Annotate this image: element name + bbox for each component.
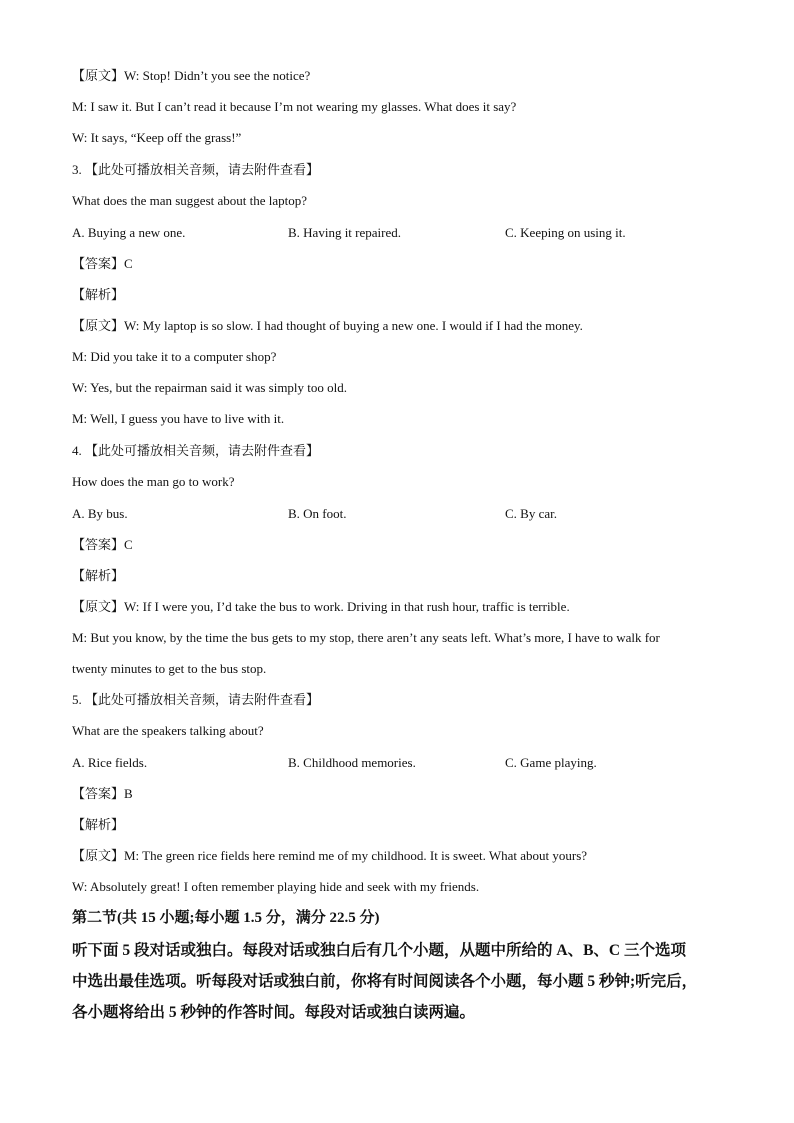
analysis-label: 【解析】 [72, 287, 125, 302]
transcript-line: 【原文】W: My laptop is so slow. I had thought of buying a new one. I would if I had the money. [72, 318, 583, 333]
question-audio-note: 5. 【此处可播放相关音频，请去附件查看】 [72, 692, 320, 707]
transcript-line: 【原文】W: Stop! Didn’t you see the notice? [72, 68, 311, 83]
option-c: C. By car. [505, 506, 557, 521]
transcript-line: M: Did you take it to a computer shop? [72, 349, 277, 364]
question-text: What does the man suggest about the laptop? [72, 193, 308, 208]
section-instructions-line: 中选出最佳选项。听每段对话或独白前，你将有时间阅读各个小题，每小题 5 秒钟;听完后， [72, 973, 698, 990]
option-c: C. Game playing. [505, 755, 597, 770]
question-audio-note: 4. 【此处可播放相关音频，请去附件查看】 [72, 443, 320, 458]
answer-label: 【答案】B [72, 786, 133, 801]
option-c: C. Keeping on using it. [505, 225, 626, 240]
option-b: B. On foot. [288, 506, 347, 521]
transcript-line: W: It says, “Keep off the grass!” [72, 130, 242, 145]
section-instructions-line: 各小题将给出 5 秒钟的作答时间。每段对话或独白读两遍。 [72, 1004, 476, 1021]
transcript-line: twenty minutes to get to the bus stop. [72, 661, 267, 676]
transcript-line: W: Absolutely great! I often remember playing hide and seek with my friends. [72, 879, 480, 894]
question-text: What are the speakers talking about? [72, 723, 264, 738]
transcript-line: M: Well, I guess you have to live with it. [72, 411, 285, 426]
transcript-line: M: But you know, by the time the bus gets to my stop, there aren’t any seats left. What’s more, I have to walk for [72, 630, 660, 645]
answer-label: 【答案】C [72, 537, 133, 552]
option-b: B. Having it repaired. [288, 225, 401, 240]
analysis-label: 【解析】 [72, 817, 125, 832]
option-a: A. By bus. [72, 506, 128, 521]
section-title: 第二节(共 15 小题;每小题 1.5 分，满分 22.5 分) [72, 910, 380, 926]
transcript-line: 【原文】M: The green rice fields here remind me of my childhood. It is sweet. What about yours? [72, 848, 588, 863]
transcript-line: M: I saw it. But I can’t read it because I’m not wearing my glasses. What does it say? [72, 99, 517, 114]
option-a: A. Buying a new one. [72, 225, 186, 240]
section-instructions-line: 听下面 5 段对话或独白。每段对话或独白后有几个小题，从题中所给的 A、B、C 三个选项 [72, 942, 686, 959]
option-a: A. Rice fields. [72, 755, 148, 770]
analysis-label: 【解析】 [72, 568, 125, 583]
question-text: How does the man go to work? [72, 474, 235, 489]
transcript-line: W: Yes, but the repairman said it was simply too old. [72, 380, 348, 395]
answer-label: 【答案】C [72, 256, 133, 271]
question-audio-note: 3. 【此处可播放相关音频，请去附件查看】 [72, 162, 320, 177]
option-b: B. Childhood memories. [288, 755, 416, 770]
transcript-line: 【原文】W: If I were you, I’d take the bus to work. Driving in that rush hour, traffic is terrible. [72, 599, 570, 614]
